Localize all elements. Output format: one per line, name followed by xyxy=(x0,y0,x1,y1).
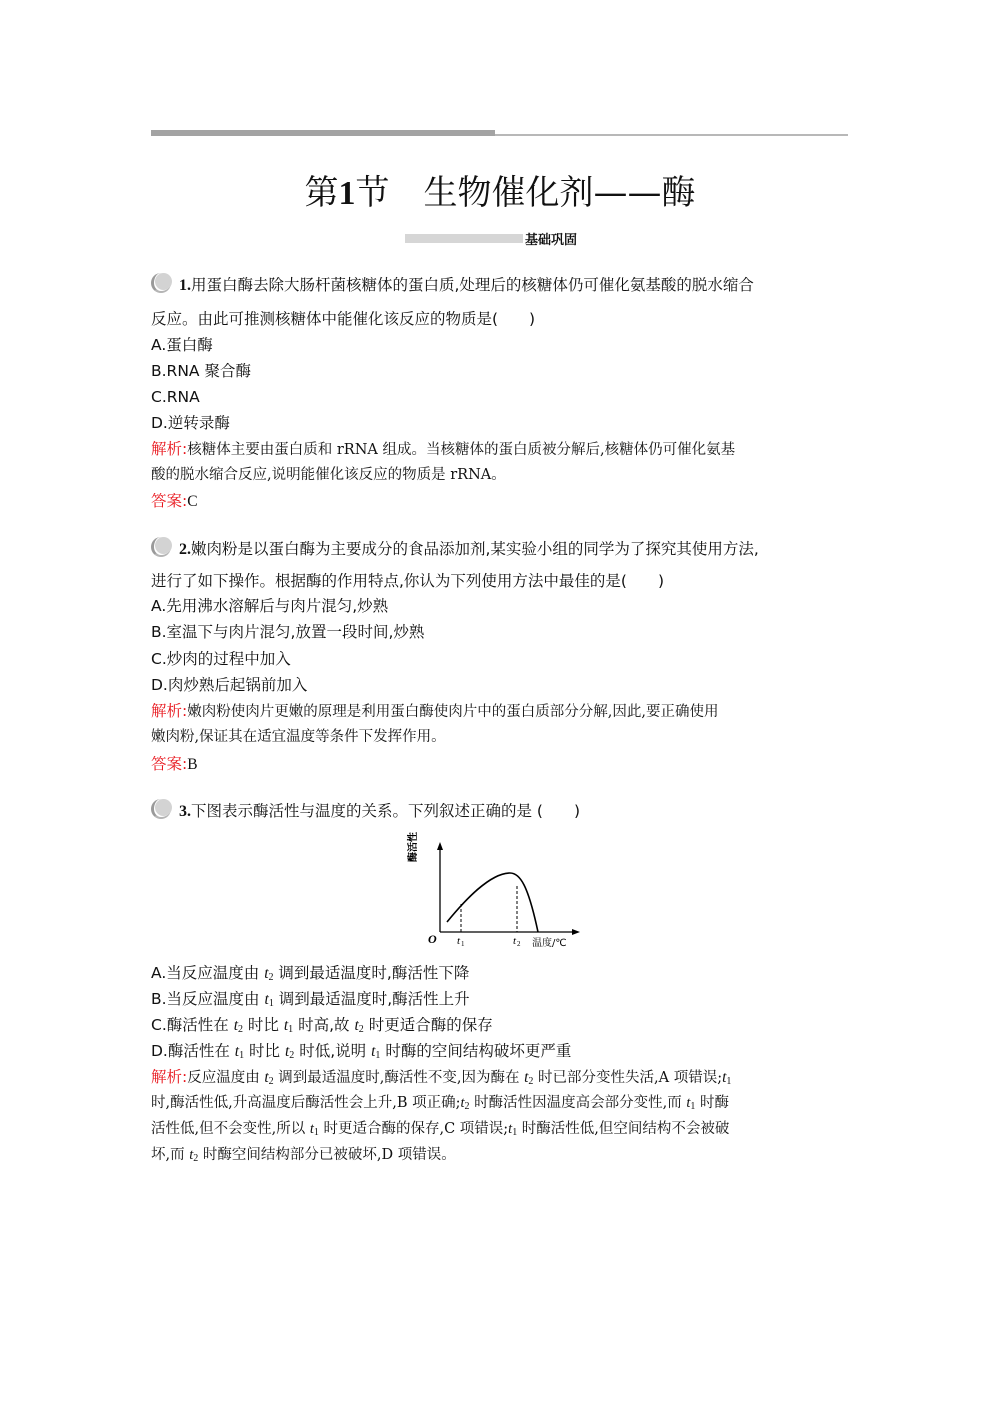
question-3-analysis-line2: 时,酶活性低,升高温度后酶活性会上升,B 项正确$;t_2$ 时酶活性因温度高会部分变性,而 $t_1$ 时酶 xyxy=(151,1095,729,1112)
question-1-option-c: C.RNA xyxy=(151,388,200,406)
question-2-option-a: A.先用沸水溶解后与肉片混匀,炒熟 xyxy=(151,597,389,615)
header-rule-thin xyxy=(495,134,848,136)
question-2-analysis: 解析:嫩肉粉使肉片更嫩的原理是利用蛋白酶使肉片中的蛋白质部分分解,因此,要正确使用 xyxy=(151,702,719,720)
question-1-analysis: 解析:核糖体主要由蛋白质和 rRNA 组成。当核糖体的蛋白质被分解后,核糖体仍可催化氨基 xyxy=(151,440,736,458)
question-1-answer: 答案:C xyxy=(151,492,198,510)
question-2-option-c: C.炒肉的过程中加入 xyxy=(151,650,291,668)
question-2-answer: 答案:B xyxy=(151,755,198,773)
header-rule-thick xyxy=(151,130,495,136)
question-3-option-c: C.酶活性在 $t_2$ 时比 $t_1$ 时高,故 $t_2$ 时更适合酶的保存 xyxy=(151,1016,493,1035)
svg-text:温度/℃: 温度/℃ xyxy=(532,938,567,949)
question-1-analysis-cont: 酸的脱水缩合反应,说明能催化该反应的物质是 rRNA。 xyxy=(151,467,506,483)
question-3-analysis: 解析:反应温度由 $t_2$ 调到最适温度时,酶活性不变,因为酶在 $t_2$ 时已部分变性失活,A 项错误$;t_1$ xyxy=(151,1068,732,1087)
question-3-analysis-line3: 活性低,但不会变性,所以 $t_1$ 时更适合酶的保存,C 项错误$;t_1$ 时酶活性低,但空间结构不会被破 xyxy=(151,1121,730,1138)
svg-text:O: O xyxy=(428,932,437,946)
question-1-option-d: D.逆转录酶 xyxy=(151,414,230,432)
chart-svg xyxy=(408,832,590,952)
question-1-option-b: B.RNA 聚合酶 xyxy=(151,362,251,380)
question-2-option-d: D.肉炒熟后起锅前加入 xyxy=(151,676,308,694)
svg-text:2: 2 xyxy=(517,940,521,948)
question-2-analysis-cont: 嫩肉粉,保证其在适宜温度等条件下发挥作用。 xyxy=(151,729,446,745)
svg-text:t: t xyxy=(513,935,517,947)
svg-text:酶活性: 酶活性 xyxy=(408,832,419,862)
svg-text:t: t xyxy=(457,935,461,947)
question-1-stem-cont: 反应。由此可推测核糖体中能催化该反应的物质是( ) xyxy=(151,310,536,328)
question-2-option-b: B.室温下与肉片混匀,放置一段时间,炒熟 xyxy=(151,623,425,641)
section-heading: 基础巩固 xyxy=(405,229,577,247)
question-3-option-a: A.当反应温度由 $t_2$ 调到最适温度时,酶活性下降 xyxy=(151,964,470,983)
question-2-stem: 2.嫩肉粉是以蛋白酶为主要成分的食品添加剂,某实验小组的同学为了探究其使用方法, xyxy=(151,537,759,560)
page-title: 第1节 生物催化剂——酶 xyxy=(304,173,696,213)
question-marker-icon xyxy=(151,799,177,819)
svg-text:1: 1 xyxy=(461,940,465,948)
question-1-option-a: A.蛋白酶 xyxy=(151,336,213,354)
question-2-stem-cont: 进行了如下操作。根据酶的作用特点,你认为下列使用方法中最佳的是( ) xyxy=(151,572,665,590)
question-1-stem: 1.用蛋白酶去除大肠杆菌核糖体的蛋白质,处理后的核糖体仍可催化氨基酸的脱水缩合 xyxy=(151,273,754,296)
question-3-analysis-line4: 坏,而 $t_2$ 时酶空间结构部分已被破坏,D 项错误。 xyxy=(151,1147,456,1164)
question-marker-icon xyxy=(151,273,177,293)
enzyme-activity-chart xyxy=(408,832,590,952)
section-bar xyxy=(405,234,523,243)
question-3-stem: 3.下图表示酶活性与温度的关系。下列叙述正确的是 ( ) xyxy=(151,799,580,822)
header-rule xyxy=(151,130,848,137)
question-marker-icon xyxy=(151,537,177,557)
question-3-option-b: B.当反应温度由 $t_1$ 调到最适温度时,酶活性上升 xyxy=(151,990,470,1009)
question-3-option-d: D.酶活性在 $t_1$ 时比 $t_2$ 时低,说明 $t_1$ 时酶的空间结构破坏更严重 xyxy=(151,1042,572,1061)
